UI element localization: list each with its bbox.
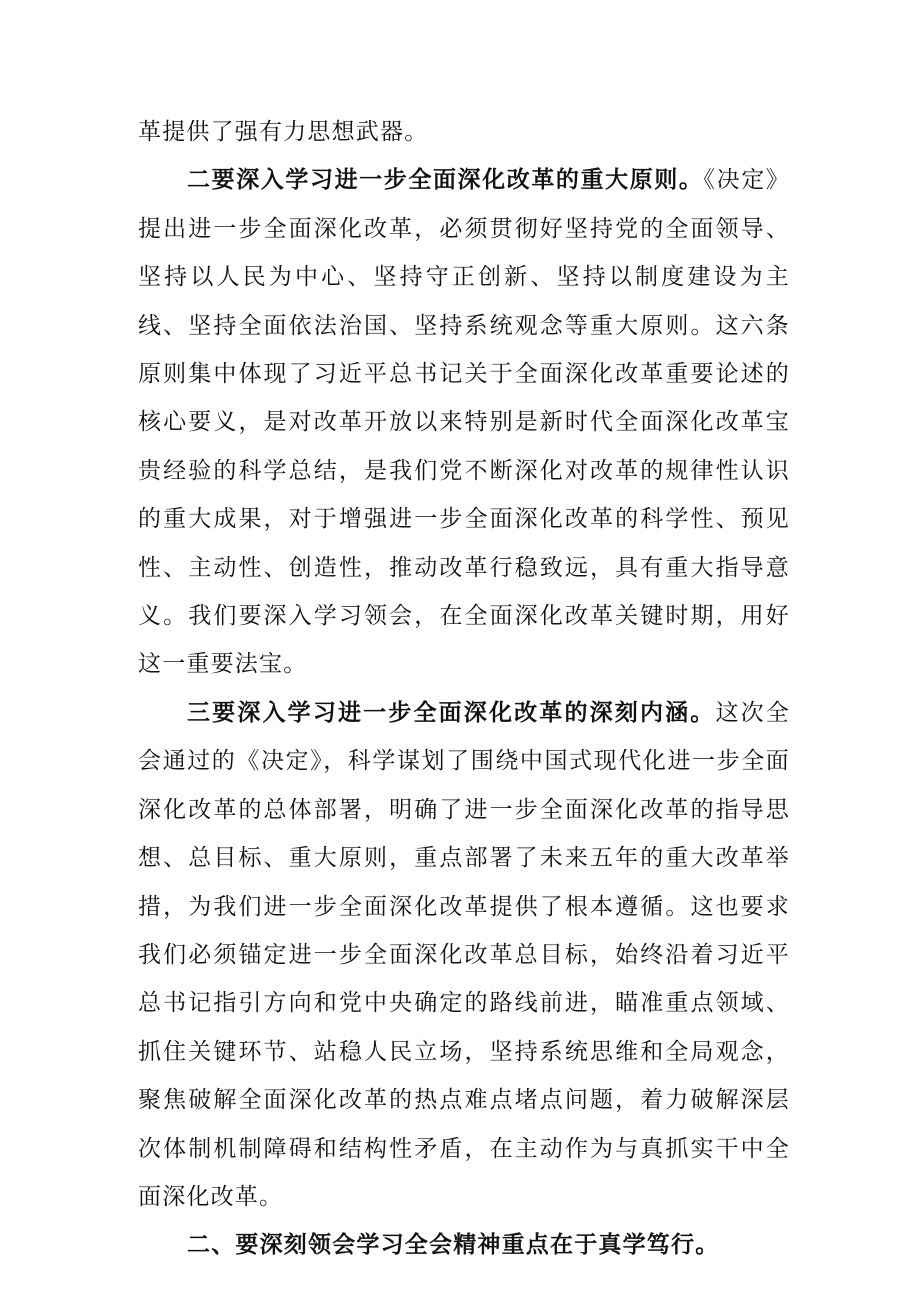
- paragraph-continuation: [138, 108, 790, 156]
- paragraph-text: 革提供了强有力思想武器。: [138, 119, 429, 145]
- paragraph-lead: 二要深入学习进一步全面深化改革的重大原则。: [187, 166, 704, 194]
- paragraph-connotation: [138, 689, 790, 1221]
- paragraph-principles: [138, 156, 790, 688]
- paragraph-lead: 三要深入学习进一步全面深化改革的深刻内涵。: [187, 698, 716, 726]
- paragraph-text: 这次全会通过的《决定》，科学谋划了围绕中国式现代化进一步全面深化改革的总体部署，明确了进一步全面深化改革的指导思想、总目标、重大原则，重点部署了未来五年的重大改革举措，为我们进一步全面深化改革提供了根本遵循。这也要求我们必须锚定进一步全面深化改革总目标，始终沿着习近平总书记指引方向和党中央确定的路线前进，瞄准重点领域、抓住关键环节、站稳人民立场，坚持系统思维和全局观念，聚焦破解全面深化改革的热点难点堵点问题，着力破解深层次体制机制障碍和结构性矛盾，在主动作为与真抓实干中全面深化改革。: [138, 699, 790, 1210]
- document-body: [138, 108, 790, 1270]
- paragraph-text: 《决定》提出进一步全面深化改革，必须贯彻好坚持党的全面领导、坚持以人民为中心、坚持守正创新、坚持以制度建设为主线、坚持全面依法治国、坚持系统观念等重大原则。这六条原则集中体现了习近平总书记关于全面深化改革重要论述的核心要义，是对改革开放以来特别是新时代全面深化改革宝贵经验的科学总结，是我们党不断深化对改革的规律性认识的重大成果，对于增强进一步全面深化改革的科学性、预见性、主动性、创造性，推动改革行稳致远，具有重大指导意义。我们要深入学习领会，在全面深化改革关键时期，用好这一重要法宝。: [138, 167, 790, 678]
- section-heading: 二、要深刻领会学习全会精神重点在于真学笃行。: [187, 1231, 720, 1259]
